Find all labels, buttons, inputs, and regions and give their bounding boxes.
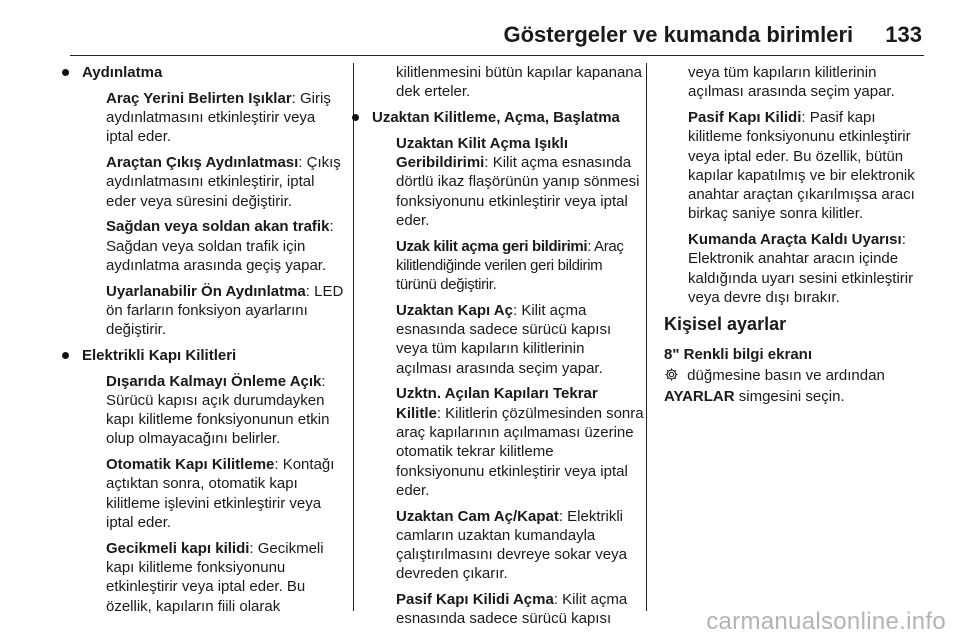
list-item: Kumanda Araçta Kaldı Uyarısı: Elektronik anahtar aracın içinde kaldığında uyarı sesini etkinleştirir veya devre dışı bırakır. xyxy=(688,231,914,307)
column-divider-2 xyxy=(646,63,647,611)
list-item: Sağdan veya soldan akan trafik: Sağdan veya soldan trafik için aydınlatma arasında geçiş yapar. xyxy=(106,218,334,274)
gear-icon xyxy=(664,367,679,387)
lighting-items xyxy=(82,89,344,340)
door-lock-items xyxy=(82,372,344,616)
page-header xyxy=(40,22,922,48)
list-item: Pasif Kapı Kilidi: Pasif kapı kilitleme fonksiyonunu etkinleştirir veya iptal eder. Bu özellik, bütün kapılar kapatılmış ve bir elektronik anahtar araçtan çıkarılmışsa aracı birkaç saniye sonra kilitler. xyxy=(688,108,915,223)
list-item: Uyarlanabilir Ön Aydınlatma: LED ön farların fonksiyon ayarlarını değiştirir. xyxy=(106,282,344,339)
list-item: Uzktn. Açılan Kapıları Tekrar Kilitle: Kilitlerin çözülmesinden sonra araç kapılarının açılmaması üzerine otomatik tekrar kilitleme fonksiyonunu etkinleştirir veya iptal eder. xyxy=(396,385,644,499)
bullet-heading-remote: Uzaktan Kilitleme, Açma, Başlatma xyxy=(372,108,644,127)
section-title: Kişisel ayarlar xyxy=(664,314,787,335)
watermark: carmanualsonline.info xyxy=(706,608,946,635)
header-rule xyxy=(70,55,924,56)
bullet-heading-lighting: Aydınlatma xyxy=(82,63,344,82)
list-item: Araçtan Çıkış Aydınlatması: Çıkış aydınlatmasını etkinleştirir, iptal eder veya süresini değiştirir. xyxy=(106,153,341,210)
list-item: Uzaktan Cam Aç/Kapat: Elektrikli camların uzaktan kumandayla çalıştırılmasını devreye sokar veya devreden çıkarır. xyxy=(396,507,627,583)
continuation-paragraph: kilitlenmesini bütün kapılar kapanana dek erteler. xyxy=(396,64,642,101)
list-item: Araç Yerini Belirten Işıklar: Giriş aydınlatmasını etkinleştirir veya iptal eder. xyxy=(106,89,331,146)
list-item: Pasif Kapı Kilidi Açma: Kilit açma esnasında sadece sürücü kapısı xyxy=(396,591,628,628)
remote-items xyxy=(372,134,644,629)
continuation-paragraph: veya tüm kapıların kilitlerinin açılması arasında seçim yapar. xyxy=(688,64,895,101)
subsection-heading: 8" Renkli bilgi ekranı xyxy=(664,345,812,363)
column-2 xyxy=(372,63,644,635)
column-1 xyxy=(82,63,344,622)
list-item: Otomatik Kapı Kilitleme: Kontağı açtıktan sonra, otomatik kapı kilitleme işlevini etkinleştirir veya iptal eder. xyxy=(106,456,335,531)
continued-text xyxy=(372,63,644,102)
list-item: Dışarıda Kalmayı Önleme Açık: Sürücü kapısı açık durumdayken kapı kilitleme fonksiyonunun etkin olup olmayacağını belirler. xyxy=(106,372,330,448)
column-3 xyxy=(664,63,926,413)
column-divider-1 xyxy=(353,63,354,611)
list-item: Gecikmeli kapı kilidi: Gecikmeli kapı kilitleme fonksiyonunu etkinleştirir veya iptal eder. Bu özellik, kapıların fiili olarak xyxy=(106,539,324,615)
chapter-title: Göstergeler ve kumanda birimleri xyxy=(503,22,854,47)
list-item: Uzaktan Kapı Aç: Kilit açma esnasında sadece sürücü kapısı veya tüm kapıların kilitlerinin açılması arasında seçim yapar. xyxy=(396,301,612,377)
remote-items-continued xyxy=(664,63,926,307)
list-item: Uzak kilit açma geri bildirimi: Araç kilitlendiğinde verilen geri bildirim türünü değiştirir. xyxy=(396,237,624,294)
list-item: Uzaktan Kilit Açma Işıklı Geribildirimi: Kilit açma esnasında dörtlü ikaz flaşörünün yanıp sönmesi fonksiyonunu etkinleştirir veya iptal eder. xyxy=(396,134,640,229)
page-number: 133 xyxy=(885,22,922,47)
instruction-step: düğmesine basın ve ardından AYARLAR simgesini seçin. xyxy=(664,366,885,406)
bullet-heading-door-locks: Elektrikli Kapı Kilitleri xyxy=(82,346,344,365)
